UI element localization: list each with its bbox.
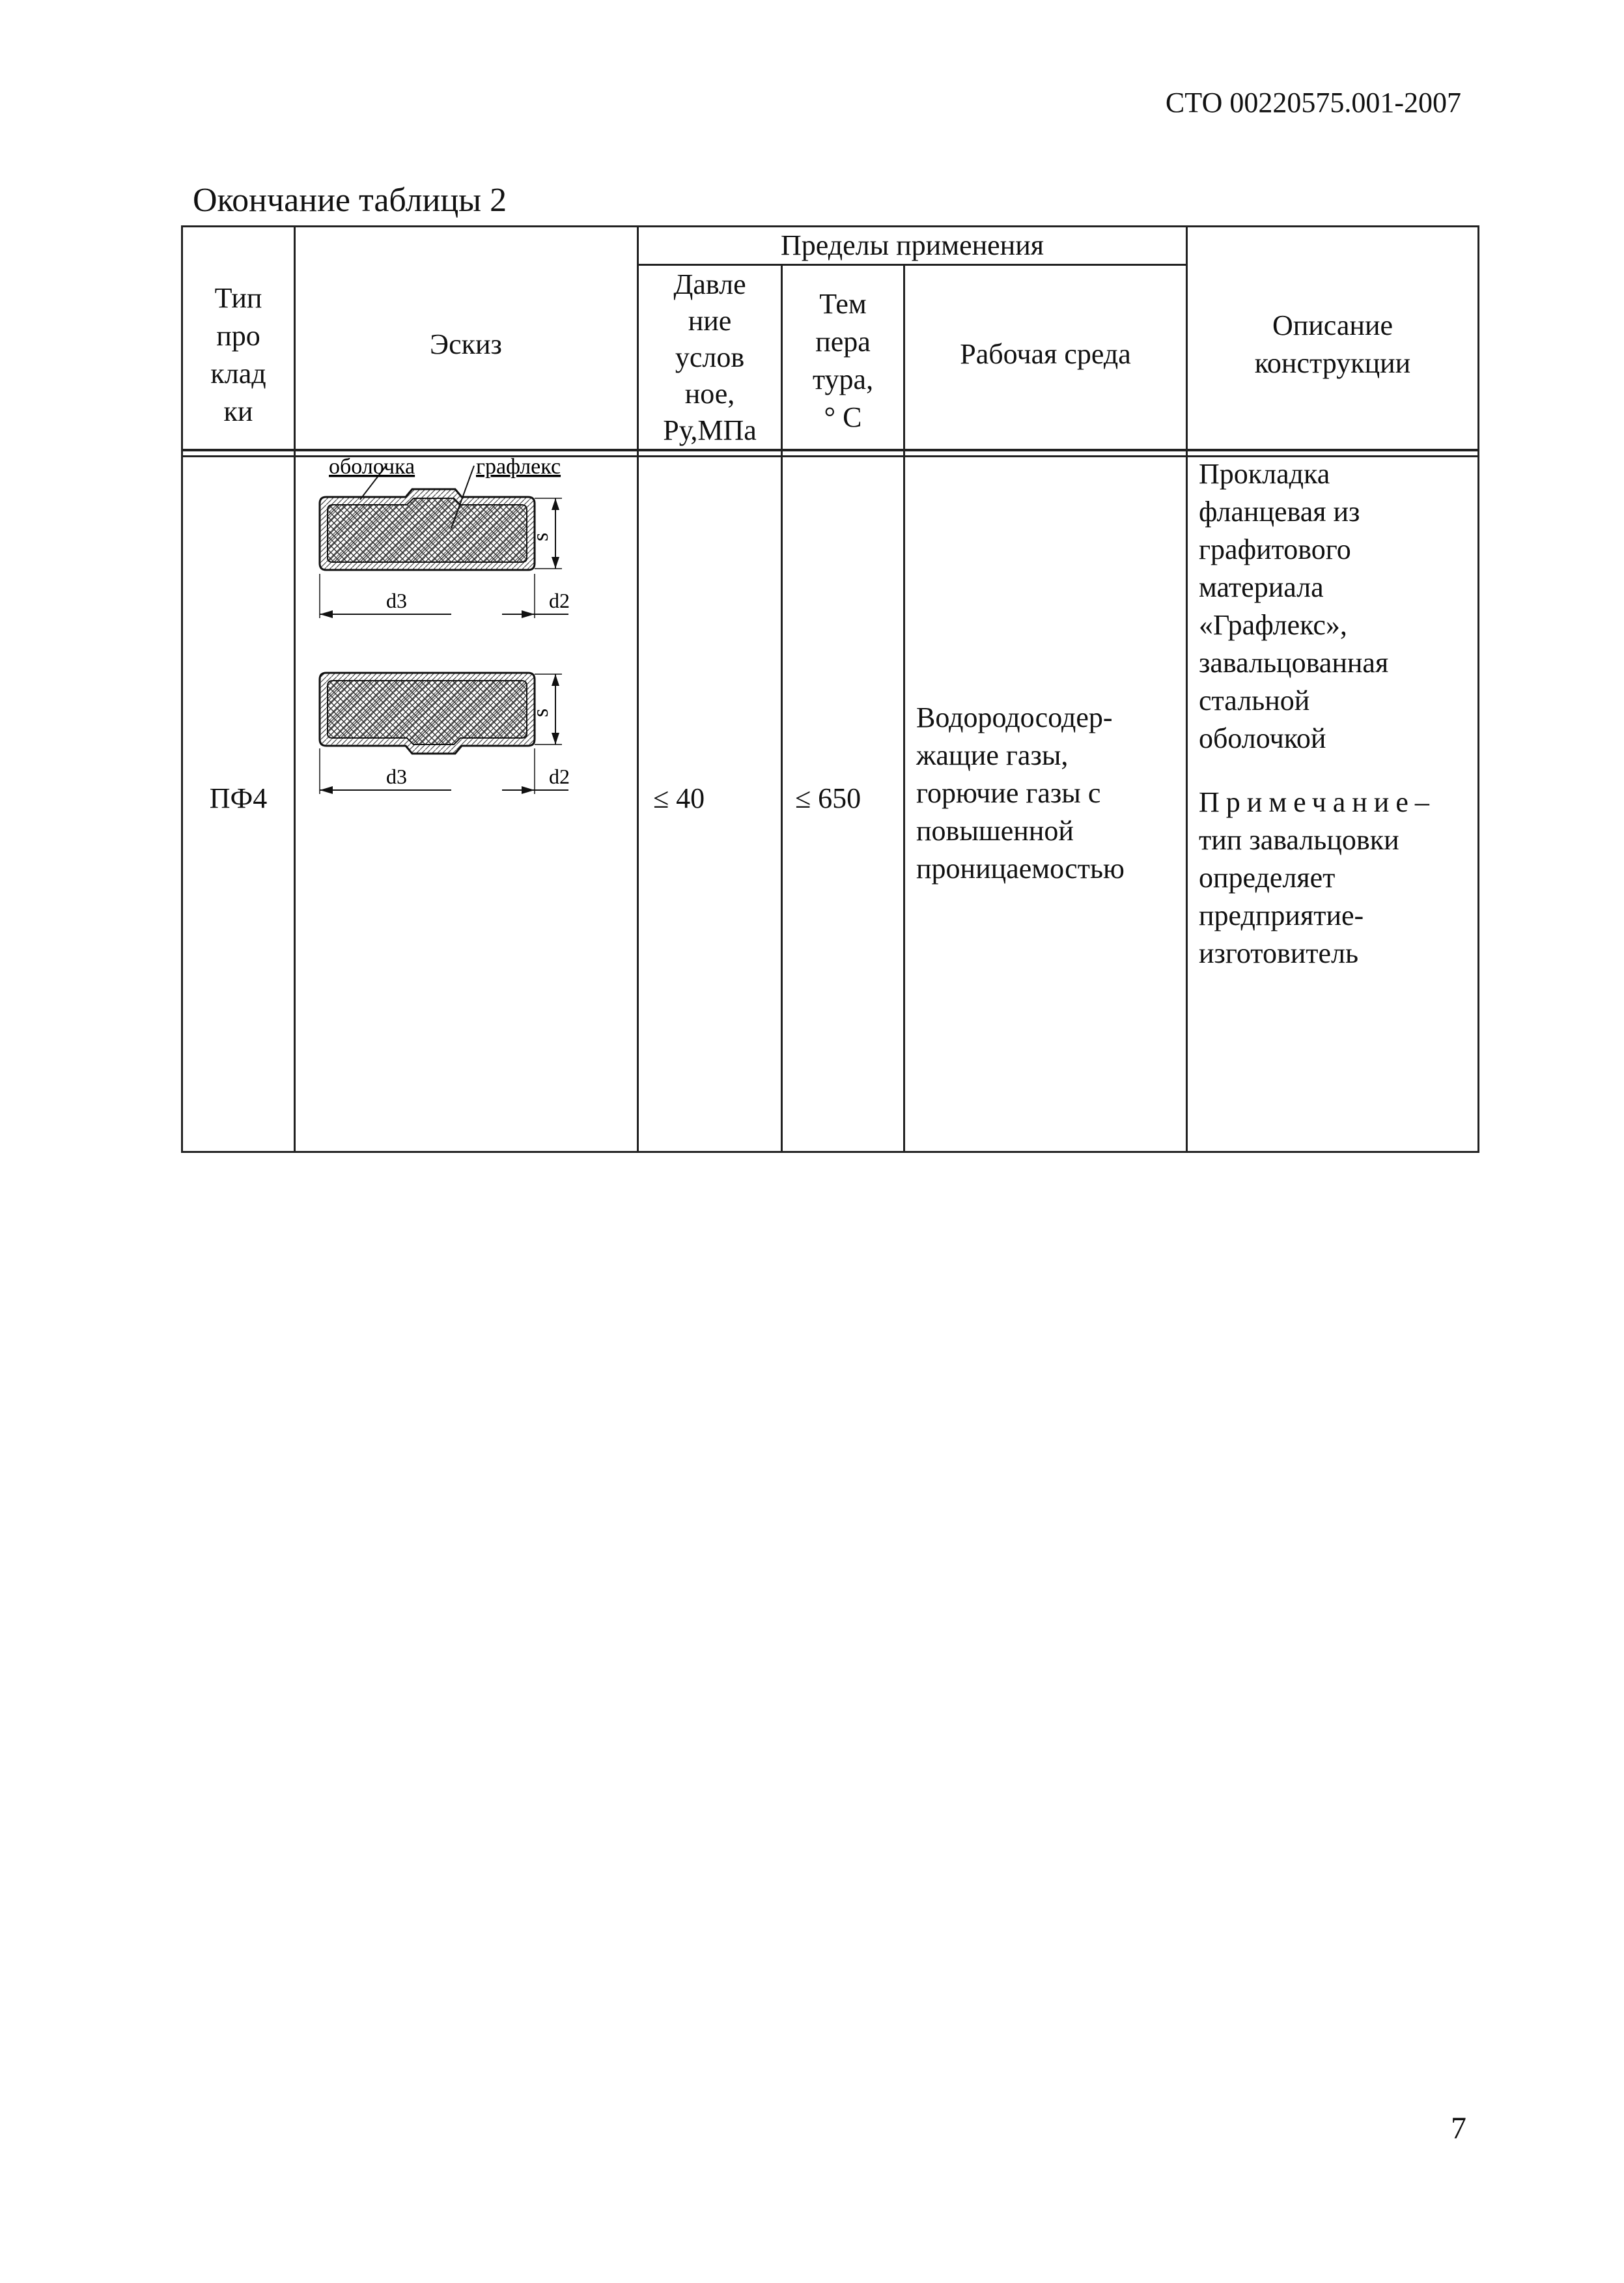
- header-temperature: Тем пера тура, ° С: [812, 288, 874, 433]
- row-medium: Водородосодер- жащие газы, горючие газы с повышенной проницаемостью: [916, 702, 1125, 885]
- header-pressure: Давле ние услов ное, Ру,МПа: [663, 268, 757, 446]
- dim-s: s: [529, 708, 553, 717]
- note-heading: Примечание–: [1199, 786, 1429, 818]
- row-temperature: ≤ 650: [795, 782, 861, 814]
- header-type: Тип про клад ки: [210, 282, 266, 427]
- row-description: Прокладка фланцевая из графитового материала «Графлекс», завальцованная стальной оболочкой Примечание– тип завальцовки определяет предприятие- изготовитель: [1199, 455, 1476, 972]
- gasket-sketch-drawing: [295, 458, 637, 823]
- row-type: ПФ4: [209, 782, 268, 814]
- header-limits-group: Пределы применения: [780, 229, 1044, 261]
- dim-s: s: [529, 532, 553, 541]
- dim-d2: d2: [549, 765, 570, 788]
- dim-d2: d2: [549, 589, 570, 612]
- header-description: Описание конструкции: [1254, 309, 1411, 379]
- header-medium: Рабочая среда: [960, 338, 1131, 370]
- gasket-sketch: [295, 458, 637, 823]
- label-graflex: графлекс: [476, 458, 561, 479]
- dim-d3: d3: [386, 589, 407, 612]
- document-code: СТО 00220575.001-2007: [1165, 87, 1461, 119]
- header-bottom-line: [183, 449, 1477, 451]
- label-shell: оболочка: [329, 458, 415, 479]
- row-pressure: ≤ 40: [653, 782, 705, 814]
- gasket-table: [181, 225, 1479, 1153]
- gasket-section-bottom: [320, 673, 535, 754]
- dim-d3: d3: [386, 765, 407, 788]
- table-caption: Окончание таблицы 2: [193, 182, 507, 219]
- gasket-section-top: [320, 489, 535, 570]
- page-number: 7: [1451, 2111, 1466, 2146]
- header-sketch: Эскиз: [430, 328, 502, 360]
